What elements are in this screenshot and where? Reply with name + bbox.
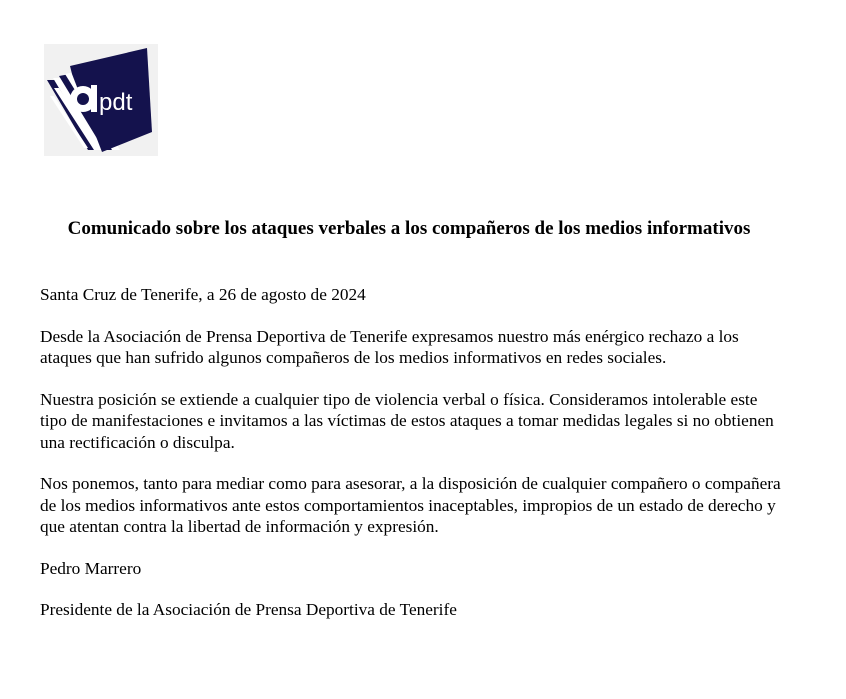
svg-text:pdt: pdt [99, 89, 133, 116]
paragraph-1: Desde la Asociación de Prensa Deportiva de Tenerife expresamos nuestro más enérgico rechazo a los ataques que han sufrido algunos compañeros de los medios informativos en redes sociales. [40, 326, 739, 367]
document-body [40, 284, 788, 641]
document-title: Comunicado sobre los ataques verbales a los compañeros de los medios informativos [67, 218, 751, 239]
apdt-logo [44, 44, 158, 156]
dateline: Santa Cruz de Tenerife, a 26 de agosto de 2024 [40, 285, 366, 304]
paragraph-2: Nuestra posición se extiende a cualquier tipo de violencia verbal o física. Consideramos intolerable este tipo de manifestaciones e invitamos a las víctimas de estos ataques a tomar medidas legales si no obtienen una rectificación o disculpa. [40, 389, 774, 452]
signature-role: Presidente de la Asociación de Prensa Deportiva de Tenerife [40, 600, 457, 619]
signature-name: Pedro Marrero [40, 558, 142, 578]
paragraph-3: Nos ponemos, tanto para mediar como para asesorar, a la disposición de cualquier compañero o compañera de los medios informativos ante estos comportamientos inaceptables, impropios de un estado de derecho y que atentan contra la libertad de información y expresión. [40, 474, 781, 536]
